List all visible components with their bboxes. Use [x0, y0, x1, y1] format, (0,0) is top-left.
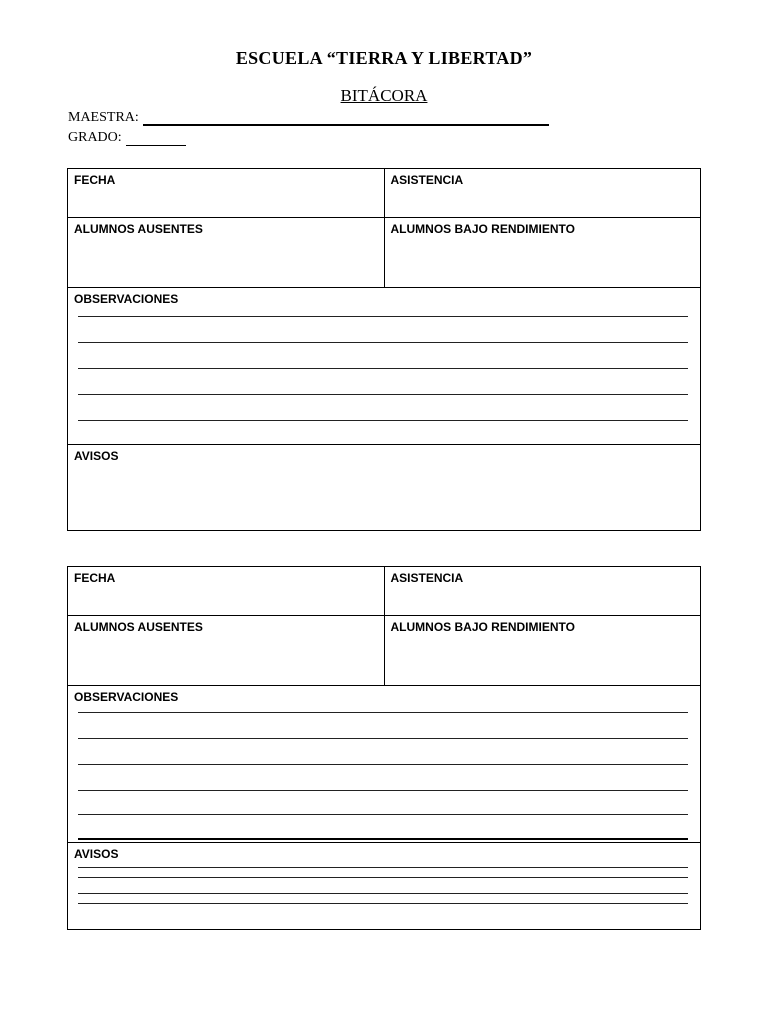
notices-label: AVISOS — [74, 449, 119, 463]
writing-line — [78, 903, 688, 904]
low-performance-cell[interactable] — [384, 616, 701, 685]
writing-line — [78, 368, 688, 369]
notices-label: AVISOS — [74, 847, 119, 861]
writing-line — [78, 867, 688, 868]
notices-section[interactable] — [68, 843, 700, 929]
attendance-cell[interactable] — [384, 567, 701, 615]
absent-students-label: ALUMNOS AUSENTES — [74, 222, 203, 236]
school-title: ESCUELA “TIERRA Y LIBERTAD” — [235, 48, 533, 68]
low-performance-label: ALUMNOS BAJO RENDIMIENTO — [390, 222, 575, 236]
date-attendance-row — [68, 169, 700, 218]
date-label: FECHA — [74, 571, 116, 585]
date-cell[interactable] — [68, 567, 384, 615]
writing-line — [78, 394, 688, 395]
absent-students-cell[interactable] — [68, 218, 384, 287]
writing-line — [78, 316, 688, 317]
low-performance-label: ALUMNOS BAJO RENDIMIENTO — [390, 620, 575, 634]
low-performance-cell[interactable] — [384, 218, 701, 287]
writing-line — [78, 420, 688, 421]
attendance-label: ASISTENCIA — [390, 571, 464, 585]
grade-blank-line[interactable] — [126, 131, 186, 146]
log-form-1 — [67, 168, 701, 531]
students-row — [68, 218, 700, 288]
notices-section[interactable] — [68, 445, 700, 530]
log-title: BITÁCORA — [340, 86, 428, 105]
log-form-2 — [67, 566, 701, 930]
writing-line — [78, 814, 688, 815]
observations-section[interactable] — [68, 288, 700, 445]
observations-section[interactable] — [68, 686, 700, 843]
writing-line — [78, 790, 688, 791]
date-cell[interactable] — [68, 169, 384, 217]
grade-label: GRADO: — [68, 130, 122, 145]
teacher-blank-line[interactable] — [143, 110, 549, 126]
writing-line — [78, 342, 688, 343]
teacher-label: MAESTRA: — [68, 110, 139, 125]
grade-field — [68, 130, 186, 146]
writing-line — [78, 712, 688, 713]
absent-students-cell[interactable] — [68, 616, 384, 685]
teacher-field — [68, 110, 549, 126]
writing-line — [78, 764, 688, 765]
observations-label: OBSERVACIONES — [74, 292, 179, 306]
writing-line — [78, 738, 688, 739]
attendance-cell[interactable] — [384, 169, 701, 217]
observations-label: OBSERVACIONES — [74, 690, 179, 704]
date-attendance-row — [68, 567, 700, 616]
attendance-label: ASISTENCIA — [390, 173, 464, 187]
date-label: FECHA — [74, 173, 116, 187]
writing-line — [78, 838, 688, 840]
absent-students-label: ALUMNOS AUSENTES — [74, 620, 203, 634]
writing-line — [78, 877, 688, 878]
writing-line — [78, 893, 688, 894]
students-row — [68, 616, 700, 686]
